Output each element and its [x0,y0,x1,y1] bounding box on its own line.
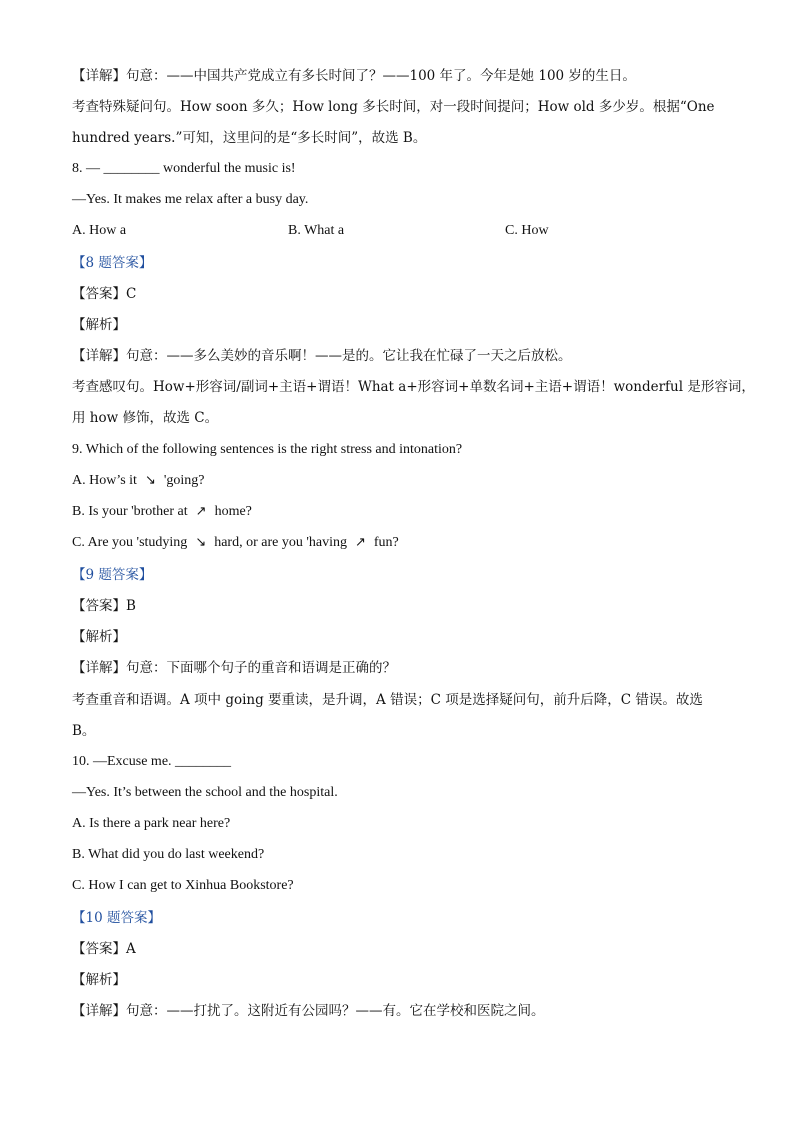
falling-arrow-icon: ↘ [144,473,156,488]
question-8: 8. — ________ wonderful the music is! [72,161,296,176]
answer-tag: 【10 题答案】 [72,910,161,926]
analysis-label: 【解析】 [72,629,126,645]
question-10: 10. —Excuse me. ________ [72,754,232,769]
detail-line: 【详解】句意：下面哪个句子的重音和语调是正确的？ [72,660,396,676]
answer-tag: 【9 题答案】 [72,567,153,583]
explanation-line: 考查重音和语调。A 项中 going 要重读，是升调，A 错误；C 项是选择疑问句，前升后降，C 错误。故选 [72,692,703,708]
question-9-option-a [72,471,722,491]
option-text: B. Is your 'brother at [72,504,188,519]
explanation-line: hundred years.”可知，这里问的是“多长时间”，故选 B。 [72,130,427,146]
option-text: C. Are you 'studying [72,535,188,550]
explanation-line: 考查特殊疑问句。How soon 多久；How long 多长时间，对一段时间提问；How old 多少岁。根据“One [72,99,715,115]
option-c: C. How [505,223,549,238]
answer-line: 【答案】B [72,598,136,614]
rising-arrow-icon: ↗ [354,535,366,550]
option-a: A. Is there a park near here? [72,816,231,831]
question-9-option-b [72,502,722,522]
option-text: home? [214,504,252,519]
question-9: 9. Which of the following sentences is the right stress and intonation? [72,442,463,457]
detail-line: 【详解】句意：——打扰了。这附近有公园吗？——有。它在学校和医院之间。 [72,1003,545,1019]
explanation-line: 【详解】句意：——中国共产党成立有多长时间了？——100 年了。今年是她 100 岁的生日。 [72,68,636,84]
analysis-label: 【解析】 [72,972,126,988]
detail-line: 【详解】句意：——多么美妙的音乐啊！——是的。它让我在忙碌了一天之后放松。 [72,348,572,364]
option-text: fun? [373,535,399,550]
answer-tag: 【8 题答案】 [72,255,153,271]
option-b: B. What a [288,223,345,238]
answer-line: 【答案】C [72,286,137,302]
answer-line: 【答案】A [72,941,136,957]
question-10-reply: —Yes. It’s between the school and the hospital. [72,785,338,800]
explanation-line: B。 [72,723,96,739]
option-a: A. How a [72,223,127,238]
question-8-reply: —Yes. It makes me relax after a busy day. [72,192,309,207]
option-c: C. How I can get to Xinhua Bookstore? [72,878,294,893]
option-text: 'going? [163,473,205,488]
explanation-line: 考查感叹句。How+形容词/副词+主语+谓语！What a+形容词+单数名词+主语+谓语！wonderful 是形容词， [72,379,755,395]
rising-arrow-icon: ↗ [195,504,207,519]
falling-arrow-icon: ↘ [195,535,207,550]
question-9-option-c [72,533,722,553]
option-text: hard, or are you 'having [214,535,347,550]
explanation-line: 用 how 修饰，故选 C。 [72,410,219,426]
analysis-label: 【解析】 [72,317,126,333]
option-b: B. What did you do last weekend? [72,847,265,862]
option-text: A. How’s it [72,473,137,488]
